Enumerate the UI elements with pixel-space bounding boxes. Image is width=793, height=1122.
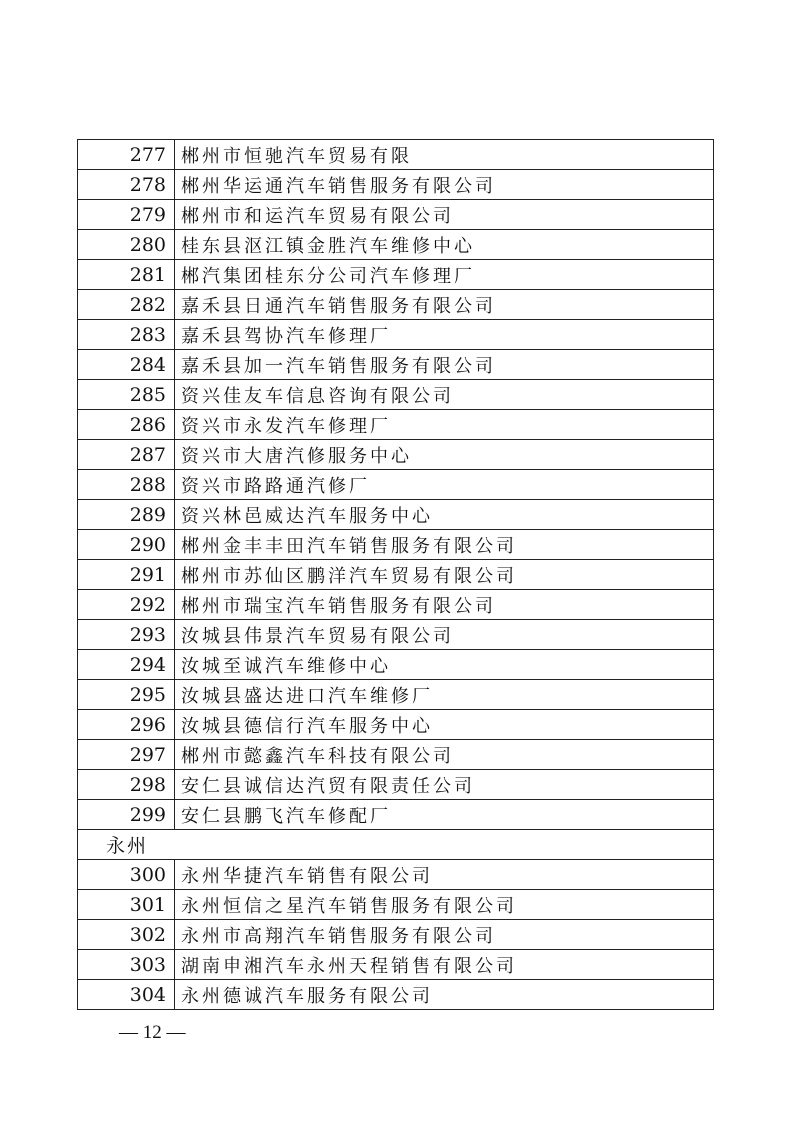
row-number: 287 <box>78 440 175 470</box>
row-number: 299 <box>78 800 175 830</box>
table-row <box>78 410 714 440</box>
company-name: 资兴市永发汽车修理厂 <box>175 410 714 440</box>
company-name: 汝城县德信行汽车服务中心 <box>175 710 714 740</box>
company-name: 桂东县沤江镇金胜汽车维修中心 <box>175 230 714 260</box>
row-number: 289 <box>78 500 175 530</box>
table-section <box>78 830 714 860</box>
table-row <box>78 440 714 470</box>
company-name: 郴州华运通汽车销售服务有限公司 <box>175 170 714 200</box>
row-number: 288 <box>78 470 175 500</box>
table-body-part2 <box>78 860 714 1010</box>
company-name: 资兴林邑威达汽车服务中心 <box>175 500 714 530</box>
row-number: 282 <box>78 290 175 320</box>
table-row <box>78 560 714 590</box>
table-row <box>78 530 714 560</box>
company-name: 汝城至诚汽车维修中心 <box>175 650 714 680</box>
company-name: 永州恒信之星汽车销售服务有限公司 <box>175 890 714 920</box>
table-row <box>78 920 714 950</box>
row-number: 280 <box>78 230 175 260</box>
row-number: 290 <box>78 530 175 560</box>
table-row <box>78 590 714 620</box>
table-row <box>78 350 714 380</box>
table-row <box>78 770 714 800</box>
company-name: 资兴佳友车信息咨询有限公司 <box>175 380 714 410</box>
row-number: 283 <box>78 320 175 350</box>
table-row <box>78 680 714 710</box>
table-row <box>78 890 714 920</box>
company-name: 郴汽集团桂东分公司汽车修理厂 <box>175 260 714 290</box>
row-number: 285 <box>78 380 175 410</box>
section-label: 永州 <box>78 830 714 860</box>
company-list-table <box>77 139 714 1010</box>
table-row <box>78 650 714 680</box>
table-row <box>78 260 714 290</box>
page-number: — 12 — <box>119 1022 186 1043</box>
table-row <box>78 170 714 200</box>
row-number: 277 <box>78 140 175 170</box>
company-name: 嘉禾县驾协汽车修理厂 <box>175 320 714 350</box>
company-name: 嘉禾县加一汽车销售服务有限公司 <box>175 350 714 380</box>
row-number: 295 <box>78 680 175 710</box>
table-row <box>78 620 714 650</box>
company-name: 郴州市苏仙区鹏洋汽车贸易有限公司 <box>175 560 714 590</box>
row-number: 292 <box>78 590 175 620</box>
row-number: 298 <box>78 770 175 800</box>
company-name: 郴州市恒驰汽车贸易有限 <box>175 140 714 170</box>
company-name: 郴州市瑞宝汽车销售服务有限公司 <box>175 590 714 620</box>
company-name: 资兴市大唐汽修服务中心 <box>175 440 714 470</box>
table-row <box>78 950 714 980</box>
table-row <box>78 710 714 740</box>
table-row <box>78 230 714 260</box>
table-row <box>78 800 714 830</box>
row-number: 302 <box>78 920 175 950</box>
row-number: 293 <box>78 620 175 650</box>
row-number: 300 <box>78 860 175 890</box>
company-name: 郴州金丰丰田汽车销售服务有限公司 <box>175 530 714 560</box>
table-row <box>78 500 714 530</box>
table-body-part1 <box>78 140 714 830</box>
table-row <box>78 200 714 230</box>
row-number: 297 <box>78 740 175 770</box>
section-row <box>78 830 714 860</box>
table-row <box>78 470 714 500</box>
row-number: 303 <box>78 950 175 980</box>
table-row <box>78 740 714 770</box>
company-name: 汝城县伟景汽车贸易有限公司 <box>175 620 714 650</box>
row-number: 304 <box>78 980 175 1010</box>
row-number: 291 <box>78 560 175 590</box>
company-name: 郴州市和运汽车贸易有限公司 <box>175 200 714 230</box>
table-row <box>78 980 714 1010</box>
company-name: 湖南申湘汽车永州天程销售有限公司 <box>175 950 714 980</box>
row-number: 284 <box>78 350 175 380</box>
table-row <box>78 290 714 320</box>
table-row <box>78 140 714 170</box>
row-number: 279 <box>78 200 175 230</box>
table-row <box>78 320 714 350</box>
row-number: 281 <box>78 260 175 290</box>
row-number: 278 <box>78 170 175 200</box>
row-number: 294 <box>78 650 175 680</box>
table-row <box>78 380 714 410</box>
company-name: 资兴市路路通汽修厂 <box>175 470 714 500</box>
company-name: 永州德诚汽车服务有限公司 <box>175 980 714 1010</box>
company-name: 安仁县诚信达汽贸有限责任公司 <box>175 770 714 800</box>
company-name: 安仁县鹏飞汽车修配厂 <box>175 800 714 830</box>
row-number: 296 <box>78 710 175 740</box>
row-number: 301 <box>78 890 175 920</box>
company-name: 永州市高翔汽车销售服务有限公司 <box>175 920 714 950</box>
company-name: 永州华捷汽车销售有限公司 <box>175 860 714 890</box>
company-name: 嘉禾县日通汽车销售服务有限公司 <box>175 290 714 320</box>
company-name: 汝城县盛达进口汽车维修厂 <box>175 680 714 710</box>
row-number: 286 <box>78 410 175 440</box>
table-row <box>78 860 714 890</box>
company-name: 郴州市懿鑫汽车科技有限公司 <box>175 740 714 770</box>
